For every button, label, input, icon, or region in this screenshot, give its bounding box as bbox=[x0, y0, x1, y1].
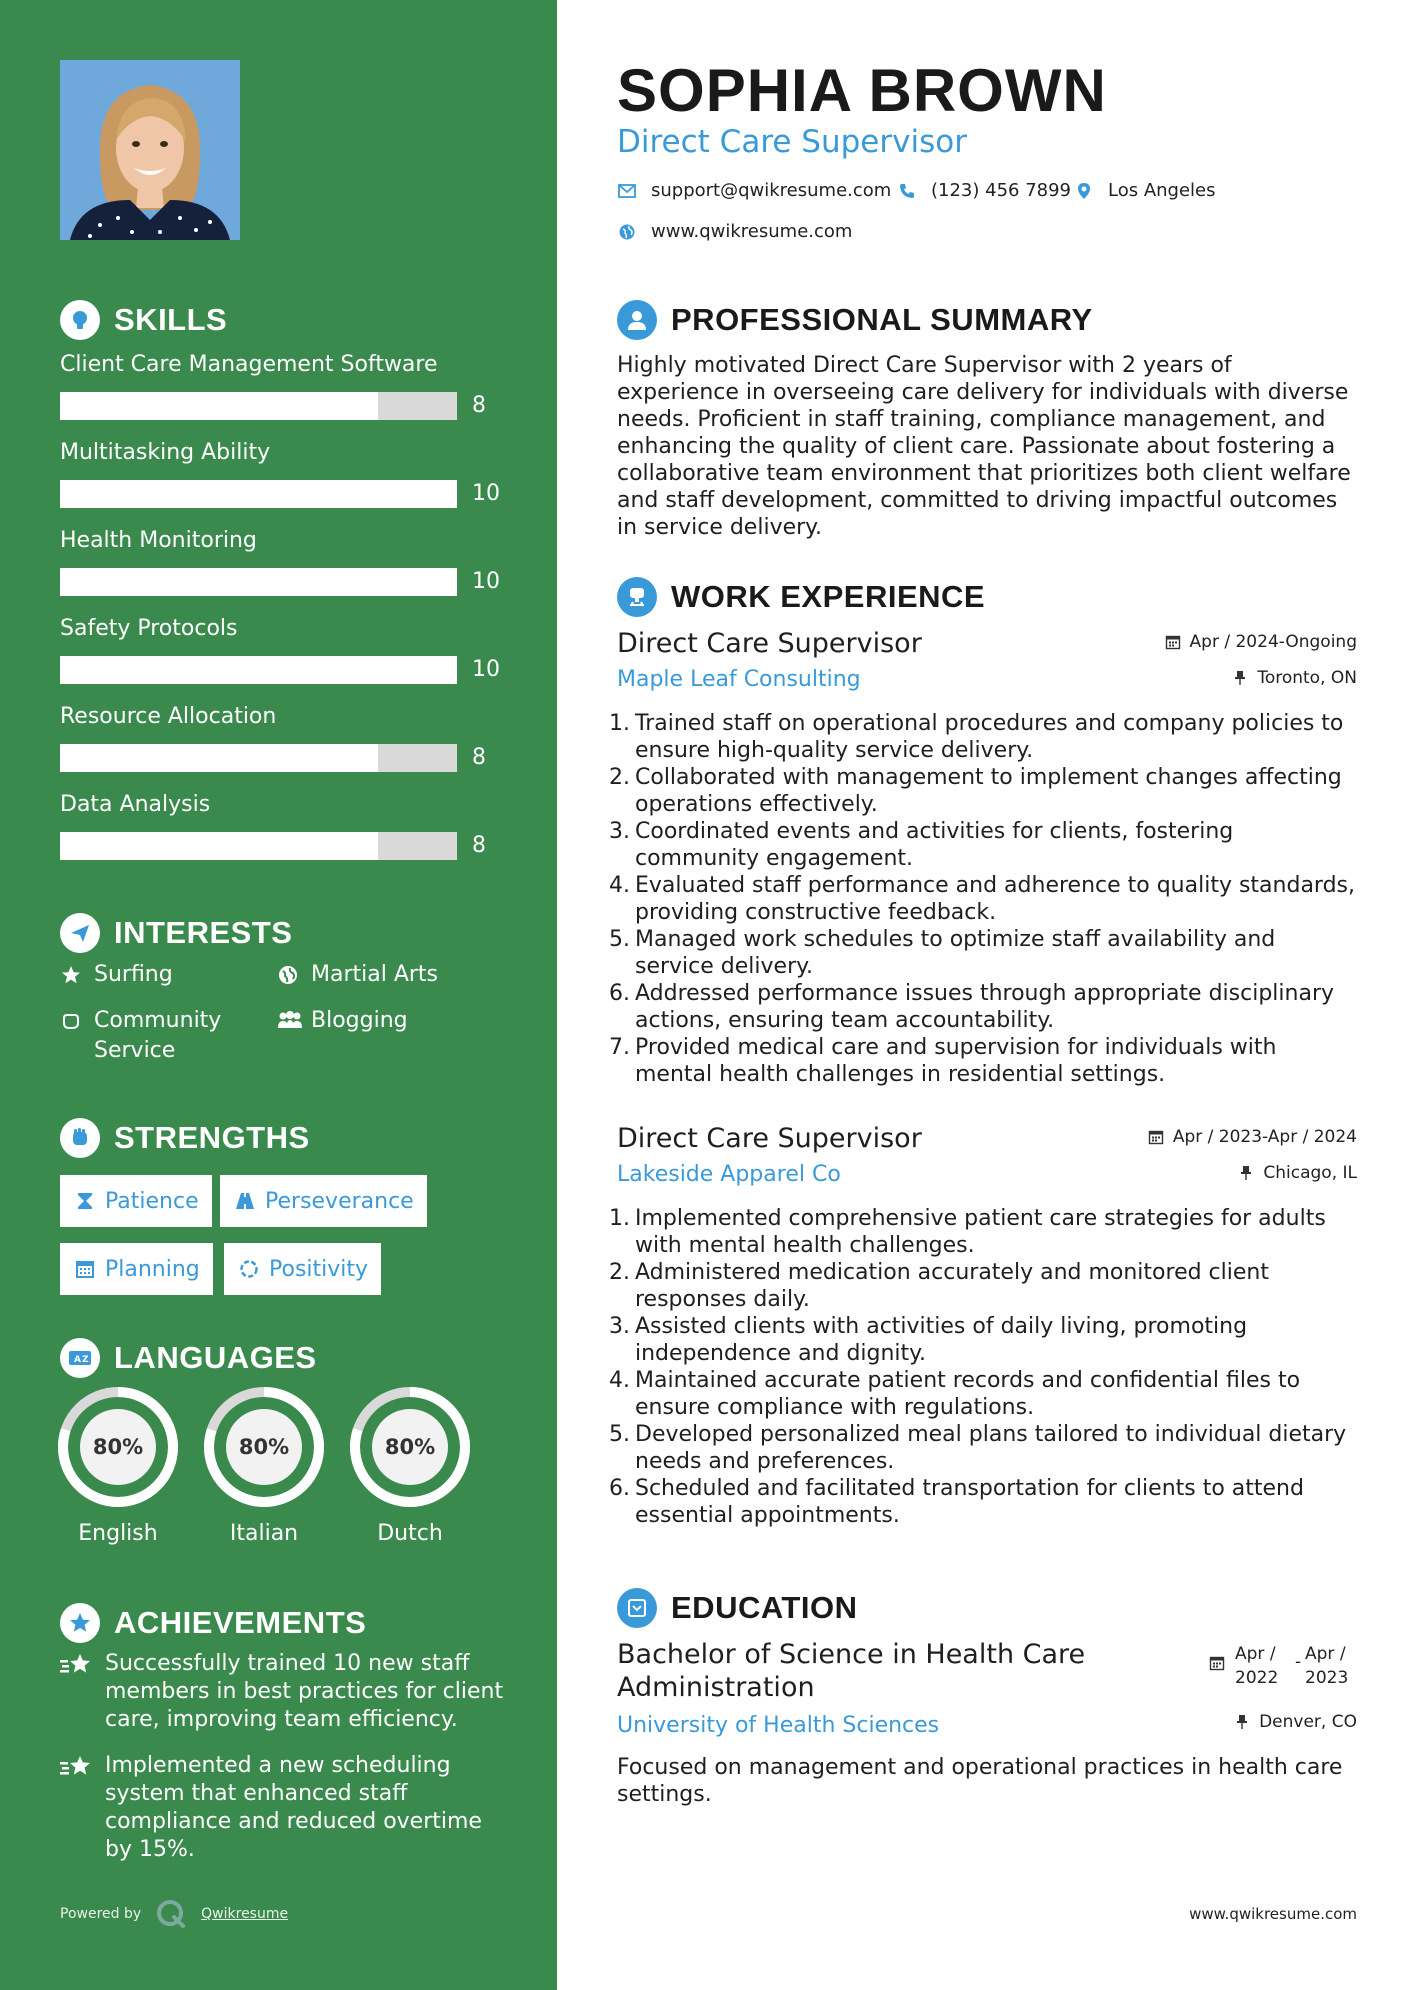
job-date-text: Apr / 2023-Apr / 2024 bbox=[1172, 1127, 1357, 1147]
lightbulb-icon bbox=[60, 300, 100, 340]
duty-item: 1. Trained staff on operational procedures and company policies to ensure high-quality service delivery. bbox=[609, 711, 1344, 763]
skill-value: 10 bbox=[472, 657, 500, 682]
achievements-heading bbox=[60, 1603, 366, 1643]
skill-value: 10 bbox=[472, 481, 500, 506]
calendar-icon bbox=[73, 1257, 97, 1281]
skill-bar-fill bbox=[60, 392, 378, 420]
skill-bar-fill bbox=[60, 832, 378, 860]
job-date-text: Apr / 2024-Ongoing bbox=[1189, 632, 1357, 652]
globe-icon bbox=[617, 222, 637, 242]
education-heading bbox=[617, 1587, 857, 1629]
education-dates bbox=[1209, 1642, 1357, 1690]
skill-bar bbox=[60, 568, 457, 596]
phone-icon bbox=[897, 181, 917, 201]
skill-bar bbox=[60, 480, 457, 508]
job-location bbox=[1231, 668, 1357, 688]
languages-title: LANGUAGES bbox=[114, 1340, 317, 1375]
achievement-item bbox=[60, 1752, 510, 1864]
interest-item bbox=[60, 1006, 250, 1066]
pin-icon bbox=[1233, 1713, 1251, 1731]
candidate-name: SOPHIA BROWN bbox=[617, 57, 1107, 124]
map-marker-icon bbox=[1074, 181, 1094, 201]
duty-list bbox=[609, 1205, 1357, 1529]
strength-label: Planning bbox=[105, 1256, 200, 1282]
powered-by-label: Powered by bbox=[60, 1906, 142, 1922]
circle-notch-icon bbox=[237, 1257, 261, 1281]
language-item bbox=[202, 1385, 326, 1546]
contact-phone[interactable] bbox=[897, 180, 1071, 201]
skill-bar bbox=[60, 656, 457, 684]
language-percent: 80% bbox=[238, 1435, 290, 1459]
group-icon bbox=[277, 1006, 303, 1036]
duty-item: 5. Managed work schedules to optimize staff availability and service delivery. bbox=[609, 927, 1276, 979]
education-location-text: Denver, CO bbox=[1259, 1712, 1357, 1732]
skill-bar bbox=[60, 744, 457, 772]
contact-website[interactable] bbox=[617, 221, 852, 242]
graduation-cap-icon bbox=[617, 1588, 657, 1628]
job-location bbox=[1237, 1163, 1357, 1183]
footer-website[interactable]: www.qwikresume.com bbox=[1189, 1905, 1357, 1923]
contact-email[interactable] bbox=[617, 180, 891, 201]
calendar-icon bbox=[1209, 1654, 1227, 1672]
duty-item: 4. Maintained accurate patient records and confidential files to ensure compliance with regulations. bbox=[609, 1368, 1301, 1420]
interest-label: Martial Arts bbox=[311, 962, 439, 987]
summary-heading bbox=[617, 299, 1093, 341]
hourglass-icon bbox=[73, 1189, 97, 1213]
skills-title: SKILLS bbox=[114, 302, 228, 337]
strength-label: Perseverance bbox=[265, 1188, 414, 1214]
language-item bbox=[348, 1385, 472, 1546]
duty-item: 4. Evaluated staff performance and adherence to quality standards, providing constructive feedback. bbox=[609, 873, 1356, 925]
skill-item bbox=[60, 702, 510, 790]
strength-label: Patience bbox=[105, 1188, 199, 1214]
strength-chip bbox=[60, 1175, 212, 1227]
globe-icon bbox=[277, 960, 303, 990]
language-name: English bbox=[78, 1521, 158, 1546]
job-company: Maple Leaf Consulting bbox=[617, 667, 861, 692]
job-entry bbox=[609, 1121, 1357, 1529]
skill-item bbox=[60, 790, 510, 878]
svg-text:Z: Z bbox=[82, 1355, 89, 1365]
job-company: Lakeside Apparel Co bbox=[617, 1162, 841, 1187]
language-name: Dutch bbox=[377, 1521, 443, 1546]
interest-label: Blogging bbox=[311, 1008, 408, 1033]
pin-icon bbox=[1231, 669, 1249, 687]
calendar-icon bbox=[1164, 633, 1182, 651]
duty-item: 6. Addressed performance issues through appropriate disciplinary actions, ensuring team accountability. bbox=[609, 981, 1335, 1033]
education-start: Apr / 2022 bbox=[1235, 1644, 1279, 1688]
duty-item: 2. Collaborated with management to implement changes affecting operations effectively. bbox=[609, 765, 1342, 817]
language-icon bbox=[60, 1338, 100, 1378]
duty-item: 2. Administered medication accurately and monitored client responses daily. bbox=[609, 1260, 1269, 1312]
hand-icon bbox=[60, 1006, 86, 1036]
skill-item bbox=[60, 526, 510, 614]
fist-icon bbox=[60, 1118, 100, 1158]
skill-name: Safety Protocols bbox=[60, 616, 238, 641]
briefcase-chair-icon bbox=[617, 577, 657, 617]
interest-item bbox=[60, 960, 173, 990]
duty-item: 3. Coordinated events and activities for clients, fostering community engagement. bbox=[609, 819, 1234, 871]
skill-value: 10 bbox=[472, 569, 500, 594]
skill-value: 8 bbox=[472, 833, 486, 858]
website-text: www.qwikresume.com bbox=[651, 221, 853, 242]
skill-value: 8 bbox=[472, 393, 486, 418]
skill-bar-fill bbox=[60, 568, 457, 596]
skills-list bbox=[60, 350, 510, 878]
duty-item: 6. Scheduled and facilitated transportation for clients to attend essential appointments. bbox=[609, 1476, 1304, 1528]
skill-value: 8 bbox=[472, 745, 486, 770]
skill-item bbox=[60, 614, 510, 702]
experience-heading bbox=[617, 576, 985, 618]
degree-title: Bachelor of Science in Health Care Administration bbox=[617, 1639, 1086, 1703]
duty-item: 5. Developed personalized meal plans tailored to individual dietary needs and preferences. bbox=[609, 1422, 1347, 1474]
skill-name: Health Monitoring bbox=[60, 528, 257, 553]
skill-item bbox=[60, 438, 510, 526]
education-description: Focused on management and operational practices in health care settings. bbox=[617, 1755, 1343, 1807]
job-date bbox=[1147, 1127, 1357, 1147]
achievement-item bbox=[60, 1650, 510, 1734]
user-icon bbox=[617, 300, 657, 340]
duty-list bbox=[609, 710, 1357, 1088]
language-percent: 80% bbox=[92, 1435, 144, 1459]
skill-bar-fill bbox=[60, 744, 378, 772]
school-name: University of Health Sciences bbox=[617, 1713, 940, 1738]
education-title: EDUCATION bbox=[671, 1590, 858, 1625]
interest-item bbox=[277, 1006, 408, 1036]
job-title: Direct Care Supervisor bbox=[617, 628, 922, 659]
interest-label: Surfing bbox=[94, 962, 173, 987]
star-badge-icon bbox=[60, 1603, 100, 1643]
skill-name: Data Analysis bbox=[60, 792, 211, 817]
sidebar bbox=[0, 0, 557, 1990]
strength-chip bbox=[220, 1175, 427, 1227]
star-rating-icon bbox=[60, 1652, 94, 1678]
job-location-text: Toronto, ON bbox=[1257, 668, 1357, 688]
job-title: Direct Care Supervisor bbox=[617, 1123, 922, 1154]
education-end: Apr / 2023 bbox=[1305, 1644, 1349, 1688]
skills-heading bbox=[60, 300, 227, 340]
strength-chip bbox=[60, 1243, 213, 1295]
achievement-text: Implemented a new scheduling system that enhanced staff compliance and reduced overtime by 15%. bbox=[105, 1753, 482, 1862]
main-content bbox=[609, 0, 1357, 1990]
summary-title: PROFESSIONAL SUMMARY bbox=[671, 302, 1093, 337]
envelope-icon bbox=[617, 181, 637, 201]
education-location bbox=[1233, 1712, 1357, 1732]
skill-bar-fill bbox=[60, 656, 457, 684]
interests-heading bbox=[60, 913, 292, 953]
summary-text: Highly motivated Direct Care Supervisor with 2 years of experience in overseeing care delivery for individuals with diverse needs. Proficient in staff training, compliance management, and enhancing the quality of client care. Passionate about fostering a collaborative team environment that prioritizes both client welfare and staff development, committed to driving impactful outcomes in service delivery. bbox=[617, 353, 1351, 540]
language-item bbox=[56, 1385, 180, 1546]
skill-bar bbox=[60, 392, 457, 420]
achievement-text: Successfully trained 10 new staff members in best practices for client care, improving team efficiency. bbox=[105, 1651, 504, 1732]
candidate-role: Direct Care Supervisor bbox=[617, 124, 967, 160]
contact-location bbox=[1074, 180, 1216, 201]
interest-item bbox=[277, 960, 438, 990]
duty-item: 1. Implemented comprehensive patient care strategies for adults with mental health challenges. bbox=[609, 1206, 1326, 1258]
strengths-title: STRENGTHS bbox=[114, 1120, 310, 1155]
qwikresume-link[interactable]: Qwikresume bbox=[201, 1906, 289, 1922]
phone-text: (123) 456 7899 bbox=[931, 180, 1072, 201]
road-icon bbox=[233, 1189, 257, 1213]
location-text: Los Angeles bbox=[1108, 180, 1216, 201]
strength-label: Positivity bbox=[269, 1256, 369, 1282]
language-name: Italian bbox=[229, 1521, 299, 1546]
skill-item bbox=[60, 350, 510, 438]
strengths-heading bbox=[60, 1118, 310, 1158]
job-location-text: Chicago, IL bbox=[1263, 1163, 1357, 1183]
profile-photo bbox=[60, 60, 240, 240]
skill-bar-fill bbox=[60, 480, 457, 508]
achievements-list bbox=[60, 1650, 510, 1882]
qwikresume-logo-icon bbox=[155, 1898, 187, 1930]
skill-name: Multitasking Ability bbox=[60, 440, 271, 465]
language-percent: 80% bbox=[384, 1435, 436, 1459]
skill-name: Client Care Management Software bbox=[60, 352, 438, 377]
svg-text:A: A bbox=[74, 1355, 81, 1365]
calendar-icon bbox=[1147, 1128, 1165, 1146]
interests-title: INTERESTS bbox=[114, 915, 293, 950]
education-entry bbox=[617, 1638, 1357, 1808]
duty-item: 3. Assisted clients with activities of daily living, promoting independence and dignity. bbox=[609, 1314, 1248, 1366]
languages-heading bbox=[60, 1338, 317, 1378]
paper-plane-icon bbox=[60, 913, 100, 953]
pin-icon bbox=[1237, 1164, 1255, 1182]
job-entry bbox=[609, 626, 1357, 1088]
powered-by bbox=[60, 1898, 288, 1930]
skill-name: Resource Allocation bbox=[60, 704, 277, 729]
star-icon bbox=[60, 960, 86, 990]
languages-list bbox=[56, 1385, 516, 1555]
star-rating-icon bbox=[60, 1754, 94, 1780]
job-date bbox=[1164, 632, 1357, 652]
strength-chip bbox=[224, 1243, 381, 1295]
achievements-title: ACHIEVEMENTS bbox=[114, 1605, 367, 1640]
experience-title: WORK EXPERIENCE bbox=[671, 579, 986, 614]
skill-bar bbox=[60, 832, 457, 860]
education-date-dash: - bbox=[1295, 1652, 1302, 1672]
email-text: support@qwikresume.com bbox=[651, 180, 892, 201]
interest-label: Community Service bbox=[94, 1008, 222, 1063]
duty-item: 7. Provided medical care and supervision for individuals with mental health challenges in residential settings. bbox=[609, 1035, 1277, 1087]
